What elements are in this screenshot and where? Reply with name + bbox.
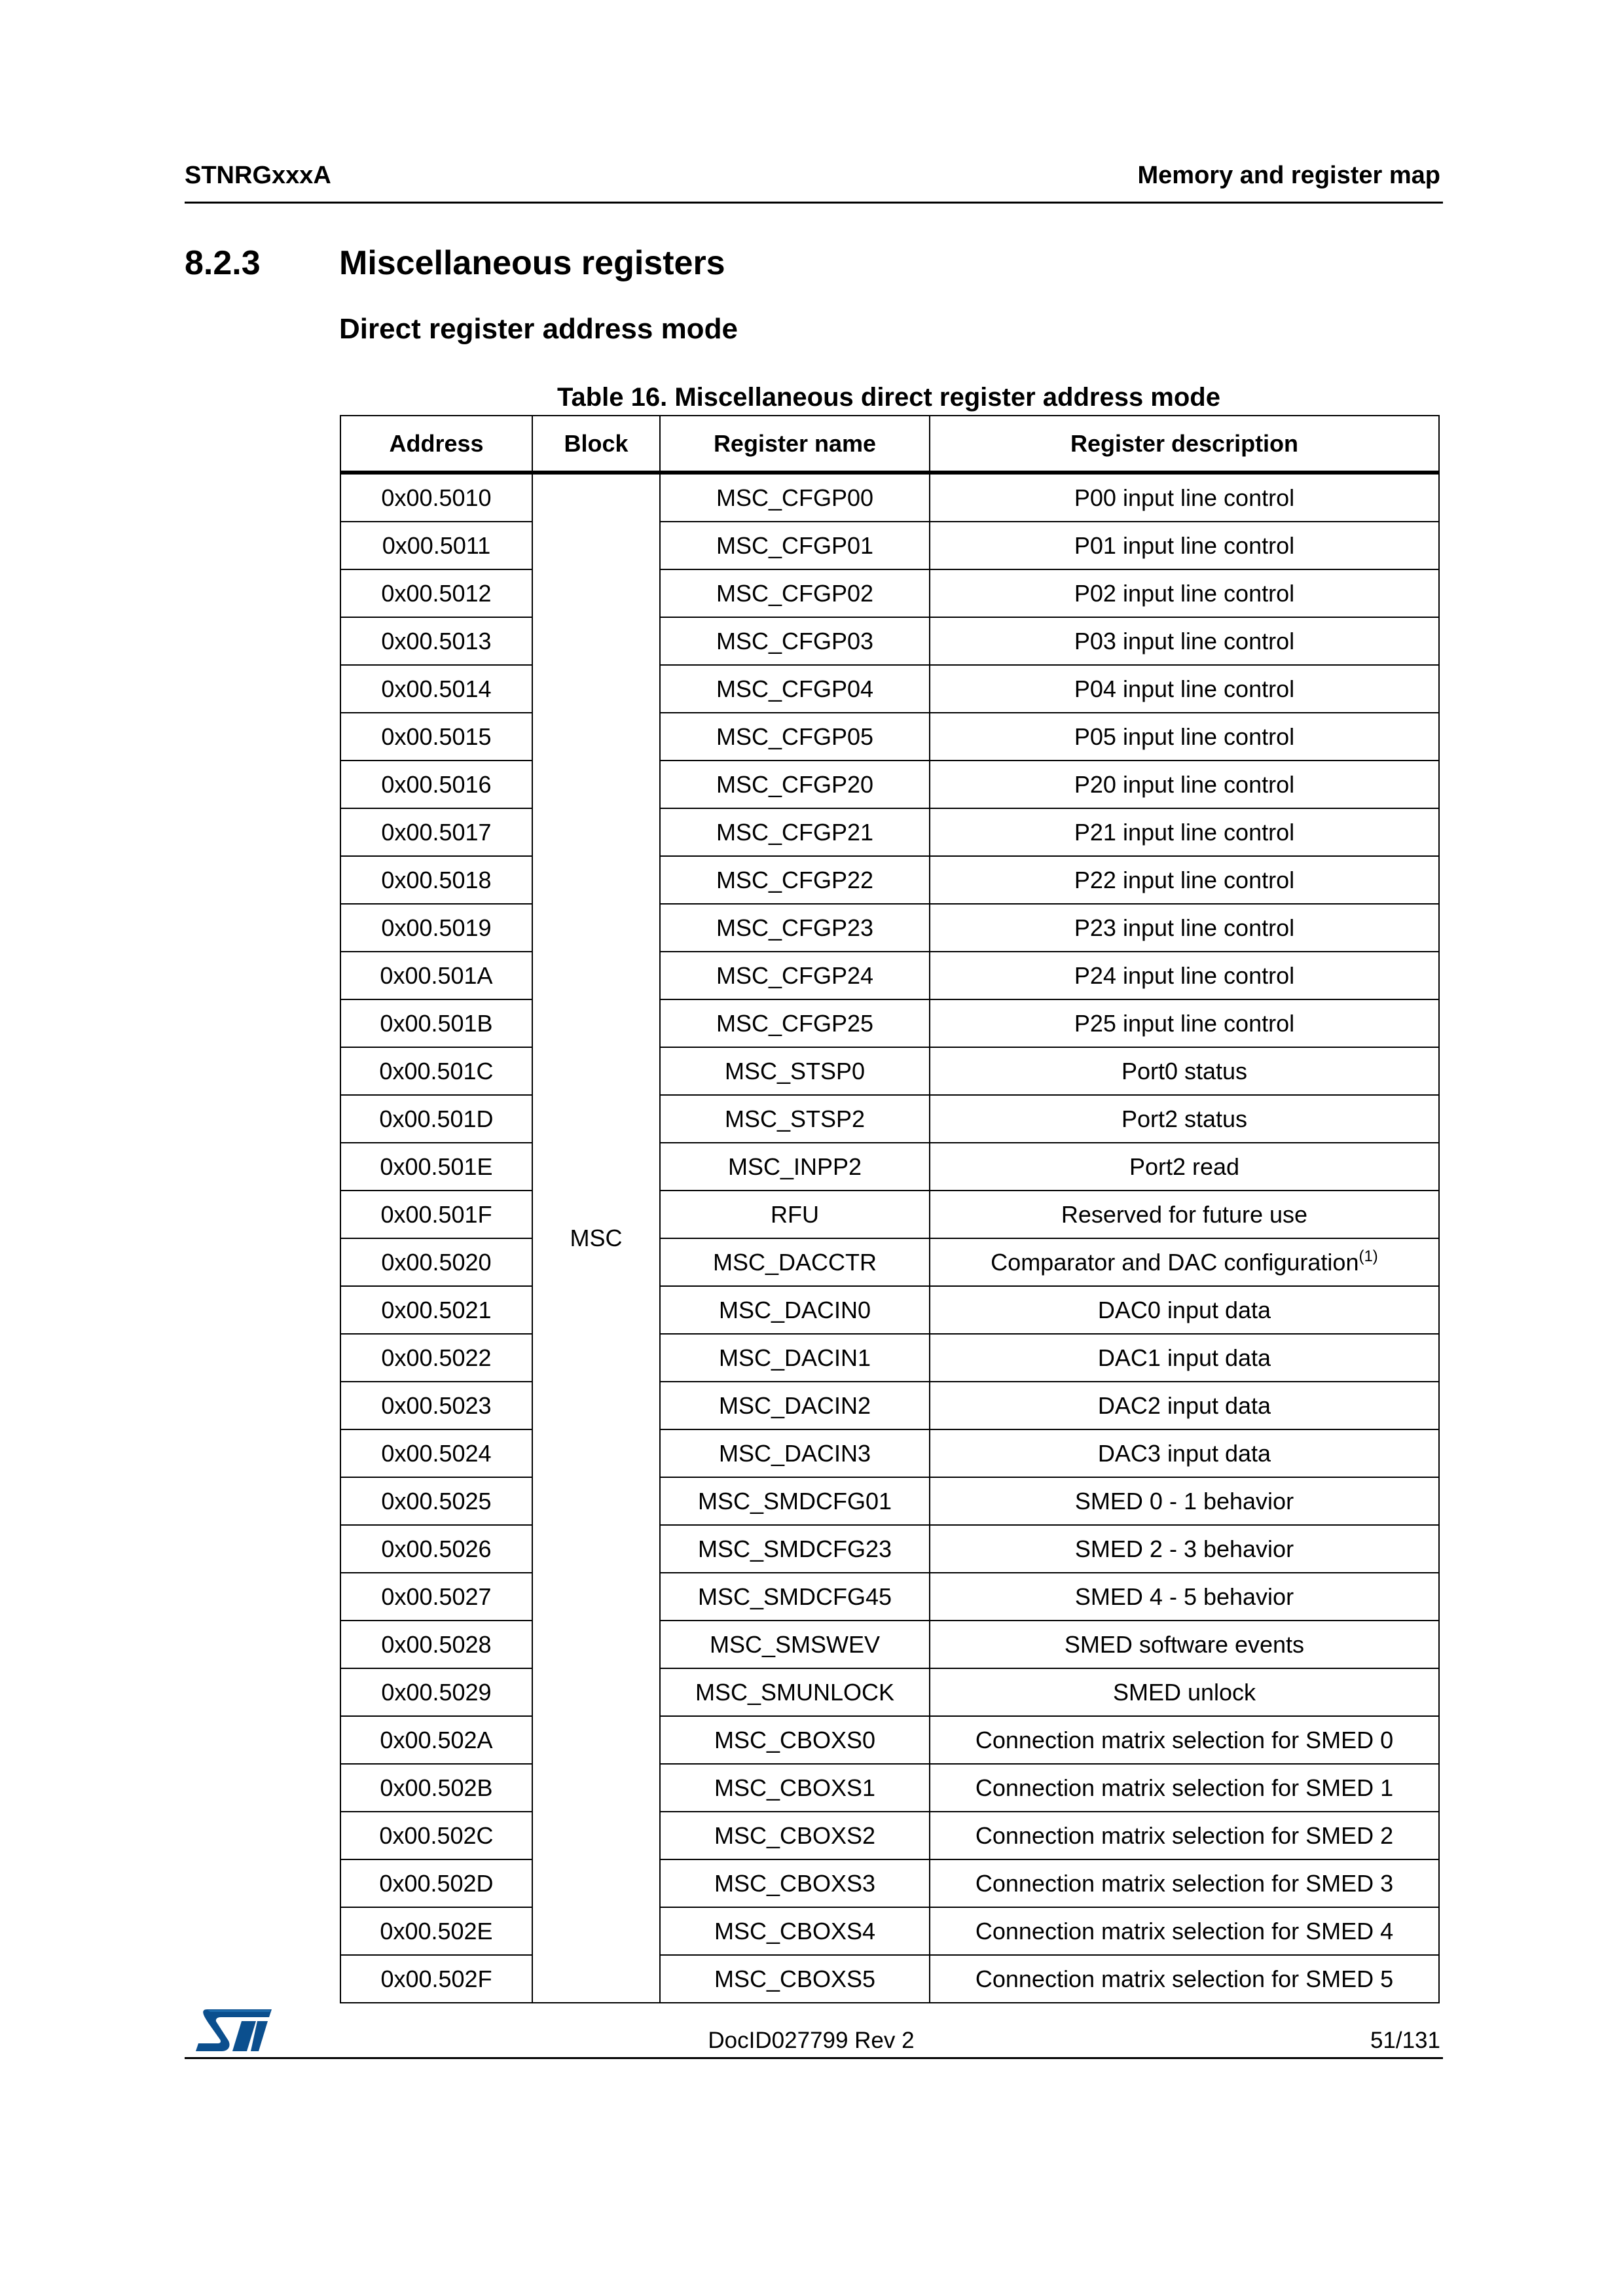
section-title: Miscellaneous registers [339,244,725,282]
register-description-text: P20 input line control [1074,770,1295,798]
cell-address: 0x00.5029 [340,1668,532,1716]
table-row [340,1334,1439,1382]
cell-register-name: MSC_SMUNLOCK [660,1668,930,1716]
cell-address: 0x00.5018 [340,856,532,904]
cell-register-description [930,1859,1439,1907]
register-description-text: Port2 read [1129,1153,1240,1180]
cell-register-name: MSC_STSP0 [660,1047,930,1095]
cell-register-description [930,713,1439,761]
cell-register-name: MSC_CFGP24 [660,952,930,999]
register-description-text: P05 input line control [1074,723,1295,750]
cell-register-name: MSC_SMDCFG45 [660,1573,930,1621]
cell-register-name: MSC_CFGP20 [660,761,930,808]
cell-register-name: MSC_CFGP00 [660,473,930,522]
cell-register-description [930,617,1439,665]
table-row [340,1955,1439,2003]
table-row [340,904,1439,952]
column-header-address: Address [340,416,532,473]
cell-register-name: MSC_SMDCFG01 [660,1477,930,1525]
table-row [340,952,1439,999]
table-row [340,522,1439,569]
cell-register-name: RFU [660,1191,930,1238]
table-row [340,1286,1439,1334]
table-row [340,713,1439,761]
cell-address: 0x00.5021 [340,1286,532,1334]
table-row [340,999,1439,1047]
cell-register-name: MSC_DACIN0 [660,1286,930,1334]
cell-address: 0x00.5028 [340,1621,532,1668]
register-description-text: P24 input line control [1074,961,1295,989]
register-description-text: Reserved for future use [1061,1200,1308,1228]
cell-address: 0x00.5016 [340,761,532,808]
footer-page-number: 51/131 [1370,2028,1440,2053]
cell-register-description [930,1477,1439,1525]
table-row [340,1047,1439,1095]
register-description-text: P23 input line control [1074,914,1295,941]
cell-register-name: MSC_DACCTR [660,1238,930,1286]
cell-register-description [930,1668,1439,1716]
cell-register-description [930,1429,1439,1477]
cell-register-description [930,1764,1439,1812]
cell-register-description [930,1716,1439,1764]
table-row [340,1191,1439,1238]
cell-register-name: MSC_CFGP05 [660,713,930,761]
register-description-text: SMED 2 - 3 behavior [1074,1535,1294,1562]
register-description-text: P22 input line control [1074,866,1295,893]
st-logo-icon [194,2008,274,2053]
cell-register-description [930,1238,1439,1286]
cell-register-description [930,1095,1439,1143]
table-row [340,617,1439,665]
register-description-text: Connection matrix selection for SMED 0 [975,1726,1394,1753]
cell-register-description [930,1812,1439,1859]
cell-register-name: MSC_CFGP25 [660,999,930,1047]
register-description-text: SMED 4 - 5 behavior [1074,1583,1294,1610]
register-description-text: P21 input line control [1074,818,1295,846]
cell-address: 0x00.5025 [340,1477,532,1525]
register-description-text: Connection matrix selection for SMED 5 [975,1965,1394,1992]
cell-register-name: MSC_CBOXS5 [660,1955,930,2003]
table-row [340,1764,1439,1812]
table-row [340,1907,1439,1955]
register-table [340,415,1440,2003]
cell-address: 0x00.501B [340,999,532,1047]
register-description-text: Port0 status [1121,1057,1248,1085]
register-description-text: P02 input line control [1074,579,1295,607]
register-description-text: DAC0 input data [1097,1296,1271,1323]
cell-address: 0x00.501A [340,952,532,999]
cell-address: 0x00.501F [340,1191,532,1238]
cell-address: 0x00.5014 [340,665,532,713]
table-row [340,1621,1439,1668]
cell-register-description [930,761,1439,808]
register-description-text: Connection matrix selection for SMED 1 [975,1774,1394,1801]
register-description-text: SMED unlock [1112,1678,1256,1706]
cell-register-description [930,1955,1439,2003]
table-row [340,1095,1439,1143]
cell-address: 0x00.5026 [340,1525,532,1573]
cell-address: 0x00.502B [340,1764,532,1812]
cell-register-description [930,1191,1439,1238]
table-row [340,1668,1439,1716]
cell-address: 0x00.5017 [340,808,532,856]
cell-register-name: MSC_CBOXS0 [660,1716,930,1764]
table-row [340,1573,1439,1621]
cell-register-name: MSC_SMSWEV [660,1621,930,1668]
register-description-text: P03 input line control [1074,627,1295,655]
register-description-text: Connection matrix selection for SMED 2 [975,1821,1394,1849]
cell-address: 0x00.5010 [340,473,532,522]
table-row [340,1382,1439,1429]
cell-address: 0x00.5020 [340,1238,532,1286]
table-row [340,856,1439,904]
cell-register-description [930,1334,1439,1382]
cell-address: 0x00.501D [340,1095,532,1143]
table-body [340,473,1439,2003]
cell-register-name: MSC_INPP2 [660,1143,930,1191]
cell-register-name: MSC_CFGP02 [660,569,930,617]
cell-address: 0x00.5024 [340,1429,532,1477]
cell-register-description [930,1286,1439,1334]
register-description-text: DAC2 input data [1097,1391,1271,1419]
column-header-block: Block [532,416,660,473]
cell-register-description [930,522,1439,569]
cell-register-name: MSC_CBOXS4 [660,1907,930,1955]
table-row [340,761,1439,808]
cell-register-description [930,569,1439,617]
cell-register-description [930,473,1439,522]
cell-register-name: MSC_SMDCFG23 [660,1525,930,1573]
table-row [340,1525,1439,1573]
table-row [340,1143,1439,1191]
cell-register-name: MSC_CFGP04 [660,665,930,713]
cell-register-description [930,665,1439,713]
cell-register-description [930,904,1439,952]
cell-register-name: MSC_DACIN1 [660,1334,930,1382]
cell-address: 0x00.502A [340,1716,532,1764]
register-description-text: SMED software events [1064,1630,1305,1658]
cell-register-name: MSC_DACIN3 [660,1429,930,1477]
cell-address: 0x00.502C [340,1812,532,1859]
table-row [340,1812,1439,1859]
register-description-text: P04 input line control [1074,675,1295,702]
cell-address: 0x00.5011 [340,522,532,569]
cell-address: 0x00.5022 [340,1334,532,1382]
cell-register-name: MSC_CBOXS3 [660,1859,930,1907]
subsection-title: Direct register address mode [339,313,738,345]
running-header-doc-name: STNRGxxxA [185,162,331,189]
cell-address: 0x00.5013 [340,617,532,665]
column-header-register-name: Register name [660,416,930,473]
cell-address: 0x00.5012 [340,569,532,617]
cell-register-name: MSC_CFGP03 [660,617,930,665]
table-row [340,808,1439,856]
register-description-text: Comparator and DAC configuration [991,1248,1359,1276]
column-header-register-description: Register description [930,416,1439,473]
cell-register-name: MSC_STSP2 [660,1095,930,1143]
cell-register-description [930,952,1439,999]
register-description-text: Connection matrix selection for SMED 4 [975,1917,1394,1945]
cell-address: 0x00.5015 [340,713,532,761]
cell-register-description [930,1143,1439,1191]
cell-register-name: MSC_CBOXS1 [660,1764,930,1812]
register-description-text: DAC1 input data [1097,1344,1271,1371]
cell-register-name: MSC_CBOXS2 [660,1812,930,1859]
cell-register-description [930,1525,1439,1573]
cell-register-description [930,1573,1439,1621]
register-description-text: Port2 status [1121,1105,1248,1132]
footnote-reference: (1) [1359,1247,1378,1265]
table-row [340,1238,1439,1286]
cell-block: MSC [532,473,660,2003]
cell-address: 0x00.5027 [340,1573,532,1621]
register-description-text: P00 input line control [1074,484,1295,511]
register-description-text: P25 input line control [1074,1009,1295,1037]
cell-address: 0x00.501E [340,1143,532,1191]
cell-address: 0x00.502E [340,1907,532,1955]
register-description-text: SMED 0 - 1 behavior [1074,1487,1294,1515]
section-number: 8.2.3 [185,244,261,282]
table-row [340,569,1439,617]
cell-register-description [930,1382,1439,1429]
cell-address: 0x00.5019 [340,904,532,952]
table-row [340,1477,1439,1525]
cell-register-description [930,808,1439,856]
cell-address: 0x00.502D [340,1859,532,1907]
register-description-text: Connection matrix selection for SMED 3 [975,1869,1394,1897]
cell-address: 0x00.5023 [340,1382,532,1429]
cell-register-description [930,1907,1439,1955]
footer-divider [185,2057,1443,2059]
register-description-text: DAC3 input data [1097,1439,1271,1467]
cell-register-name: MSC_CFGP22 [660,856,930,904]
table-row [340,665,1439,713]
cell-register-name: MSC_CFGP23 [660,904,930,952]
table-row [340,1429,1439,1477]
cell-register-name: MSC_DACIN2 [660,1382,930,1429]
cell-register-name: MSC_CFGP21 [660,808,930,856]
running-header-chapter: Memory and register map [1137,162,1440,189]
table-row [340,1859,1439,1907]
table-row [340,1716,1439,1764]
cell-address: 0x00.502F [340,1955,532,2003]
footer-doc-id: DocID027799 Rev 2 [708,2028,915,2053]
cell-register-description [930,999,1439,1047]
cell-address: 0x00.501C [340,1047,532,1095]
cell-register-description [930,1621,1439,1668]
cell-register-description [930,856,1439,904]
header-divider [185,202,1443,204]
register-description-text: P01 input line control [1074,531,1295,559]
table-header-row [340,416,1439,473]
cell-register-description [930,1047,1439,1095]
table-row [340,473,1439,522]
table-caption: Table 16. Miscellaneous direct register address mode [557,383,1220,412]
cell-register-name: MSC_CFGP01 [660,522,930,569]
